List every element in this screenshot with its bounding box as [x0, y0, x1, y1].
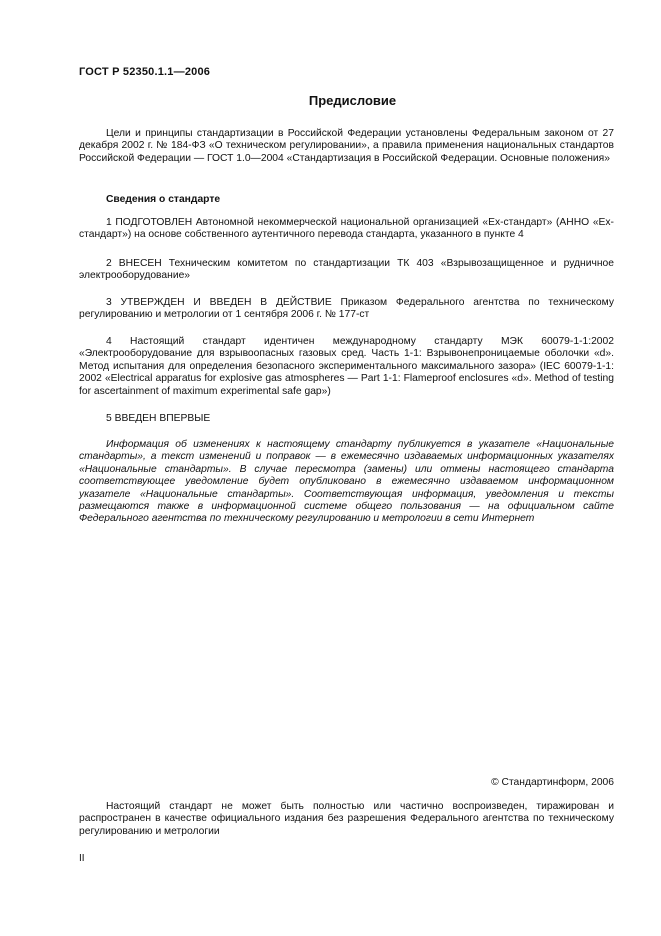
standard-code-header: ГОСТ Р 52350.1.1—2006 — [79, 66, 211, 78]
item-2-paragraph: 2 ВНЕСЕН Техническим комитетом по стандартизации ТК 403 «Взрывозащищенное и рудничное электрооборудование» — [79, 258, 614, 282]
item-3-paragraph: 3 УТВЕРЖДЕН И ВВЕДЕН В ДЕЙСТВИЕ Приказом Федерального агентства по техническому регулированию и метрологии от 1 сентября 2006 г. № 177-ст — [79, 297, 614, 321]
item-1-paragraph: 1 ПОДГОТОВЛЕН Автономной некоммерческой национальной организацией «Ех-стандарт» (АННО «Ех-стандарт») на основе собственного аутентичного перевода стандарта, указанного в пункте 4 — [79, 217, 614, 241]
page-title — [0, 93, 661, 108]
page-title-text: Предисловие — [308, 93, 397, 108]
changes-notice-paragraph: Информация об изменениях к настоящему стандарту публикуется в указателе «Национальные стандарты», а текст изменений и поправок — в ежемесячно издаваемых информационных указателях «Национальные стандарты». В случае пересмотра (замены) или отмены настоящего стандарта соответствующее уведомление будет опубликовано в ежемесячно издаваемом информационном указателе «Национальные стандарты». Соответствующая информация, уведомления и тексты размещаются также в информационной системе общего пользования — на официальном сайте Федерального агентства по техническому регулированию и метрологии в сети Интернет — [79, 439, 614, 525]
section-title: Сведения о стандарте — [106, 194, 221, 205]
copyright-notice: © Стандартинформ, 2006 — [491, 777, 614, 788]
intro-paragraph: Цели и принципы стандартизации в Российской Федерации установлены Федеральным законом от 27 декабря 2002 г. № 184-ФЗ «О техническом регулировании», а правила применения национальных стандартов Российской Федерации — ГОСТ 1.0—2004 «Стандартизация в Российской Федерации. Основные положения» — [79, 128, 614, 164]
page-number: II — [79, 853, 85, 864]
item-5-paragraph: 5 ВВЕДЕН ВПЕРВЫЕ — [106, 413, 211, 424]
reproduction-notice: Настоящий стандарт не может быть полностью или частично воспроизведен, тиражирован и распространен в качестве официального издания без разрешения Федерального агентства по техническому регулированию и метрологии — [79, 801, 614, 837]
item-4-paragraph: 4 Настоящий стандарт идентичен международному стандарту МЭК 60079-1-1:2002 «Электрооборудование для взрывоопасных газовых сред. Часть 1-1: Взрывонепроницаемые оболочки «d». Метод испытания для определения безопасного экспериментального максимального зазора» (IEC 60079-1-1: 2002 «Electrical apparatus for explosive gas atmospheres — Part 1-1: Flameproof enclosures «d». Method of testing for ascertainment of maximum experimental safe gap») — [79, 336, 614, 397]
